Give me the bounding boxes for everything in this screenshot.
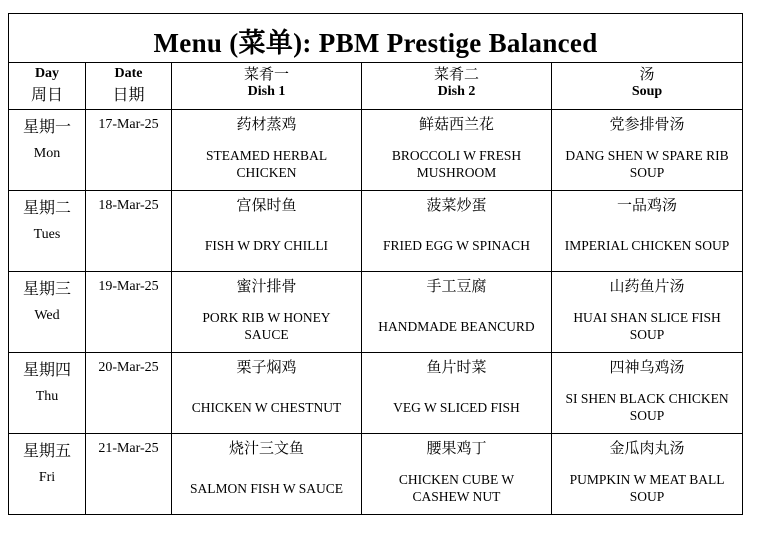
dish1-zh: 烧汁三文鱼 [228, 441, 304, 457]
date-cell [86, 353, 172, 434]
day-cell [9, 110, 86, 191]
dish1-cell [172, 191, 362, 272]
date-cell [86, 434, 172, 515]
day-cell [9, 191, 86, 272]
dish1-cell [172, 434, 362, 515]
dish2-en: VEG W SLICED FISH [393, 399, 520, 415]
day-zh: 星期一 [22, 119, 71, 136]
soup-zh: 四神乌鸡汤 [609, 360, 685, 376]
dish1-en: STEAMED HERBAL CHICKEN [205, 148, 328, 180]
day-zh: 星期三 [22, 281, 71, 298]
date-text: 20-Mar-25 [98, 360, 159, 375]
header-dish1 [172, 63, 362, 110]
dish2-en: CHICKEN CUBE W CASHEW NUT [398, 472, 515, 504]
day-en: Thu [35, 389, 59, 404]
header-dish2 [362, 63, 552, 110]
soup-cell [552, 434, 743, 515]
day-en: Fri [38, 470, 56, 485]
day-cell [9, 353, 86, 434]
date-text: 19-Mar-25 [98, 279, 159, 294]
dish2-cell [362, 353, 552, 434]
dish1-en: PORK RIB W HONEY SAUCE [202, 310, 331, 342]
header-date [86, 63, 172, 110]
header-date-en: Date [114, 66, 143, 81]
date-cell [86, 110, 172, 191]
dish1-cell [172, 110, 362, 191]
soup-en: SI SHEN BLACK CHICKEN SOUP [565, 391, 729, 423]
dish2-zh: 菠菜炒蛋 [426, 198, 487, 214]
table-row [9, 272, 743, 353]
menu-title: Menu (菜单): PBM Prestige Balanced [153, 27, 598, 58]
soup-zh: 党参排骨汤 [609, 117, 685, 133]
header-date-zh: 日期 [112, 87, 145, 104]
dish1-zh: 蜜汁排骨 [236, 279, 297, 295]
day-cell [9, 434, 86, 515]
soup-cell [552, 110, 743, 191]
date-text: 17-Mar-25 [98, 117, 159, 132]
dish2-zh: 腰果鸡丁 [426, 441, 487, 457]
dish1-cell [172, 353, 362, 434]
day-en: Tues [33, 227, 61, 242]
header-soup-zh: 汤 [639, 67, 655, 83]
dish2-zh: 鱼片时菜 [426, 360, 487, 376]
day-zh: 星期五 [22, 443, 71, 460]
dish1-en: SALMON FISH W SAUCE [190, 480, 343, 496]
soup-zh: 一品鸡汤 [617, 198, 678, 214]
soup-en: DANG SHEN W SPARE RIB SOUP [565, 148, 729, 180]
soup-cell [552, 353, 743, 434]
header-dish2-zh: 菜肴二 [433, 67, 479, 83]
dish2-zh: 鲜菇西兰花 [418, 117, 494, 133]
dish2-cell [362, 272, 552, 353]
soup-cell [552, 272, 743, 353]
header-soup [552, 63, 743, 110]
dish2-en: HANDMADE BEANCURD [378, 318, 535, 334]
date-text: 21-Mar-25 [98, 441, 159, 456]
dish2-en: FRIED EGG W SPINACH [383, 237, 530, 253]
soup-cell [552, 191, 743, 272]
menu-table [8, 13, 743, 515]
dish2-zh: 手工豆腐 [426, 279, 487, 295]
table-row [9, 353, 743, 434]
day-zh: 星期二 [22, 200, 71, 217]
dish2-cell [362, 434, 552, 515]
dish2-cell [362, 110, 552, 191]
dish2-cell [362, 191, 552, 272]
date-text: 18-Mar-25 [98, 198, 159, 213]
dish2-en: BROCCOLI W FRESH MUSHROOM [391, 148, 522, 180]
header-row [9, 63, 743, 110]
date-cell [86, 272, 172, 353]
day-cell [9, 272, 86, 353]
header-soup-en: Soup [631, 84, 663, 99]
header-day-zh: 周日 [30, 87, 63, 104]
table-row [9, 110, 743, 191]
dish1-zh: 宫保时鱼 [236, 198, 297, 214]
header-dish2-en: Dish 2 [437, 84, 476, 99]
table-row [9, 191, 743, 272]
dish1-zh: 药材蒸鸡 [236, 117, 297, 133]
dish1-en: FISH W DRY CHILLI [204, 237, 329, 253]
menu-title-cell [9, 14, 743, 63]
soup-en: IMPERIAL CHICKEN SOUP [564, 237, 730, 253]
soup-en: HUAI SHAN SLICE FISH SOUP [573, 310, 721, 342]
dish1-cell [172, 272, 362, 353]
header-dish1-en: Dish 1 [247, 84, 286, 99]
soup-zh: 山药鱼片汤 [609, 279, 685, 295]
day-en: Wed [34, 308, 60, 323]
table-row [9, 434, 743, 515]
dish1-zh: 栗子焖鸡 [236, 360, 297, 376]
header-day-en: Day [34, 66, 60, 81]
date-cell [86, 191, 172, 272]
header-dish1-zh: 菜肴一 [243, 67, 289, 83]
dish1-en: CHICKEN W CHESTNUT [191, 399, 342, 415]
header-day [9, 63, 86, 110]
day-zh: 星期四 [22, 362, 71, 379]
soup-zh: 金瓜肉丸汤 [609, 441, 685, 457]
soup-en: PUMPKIN W MEAT BALL SOUP [569, 472, 725, 504]
day-en: Mon [33, 146, 61, 161]
